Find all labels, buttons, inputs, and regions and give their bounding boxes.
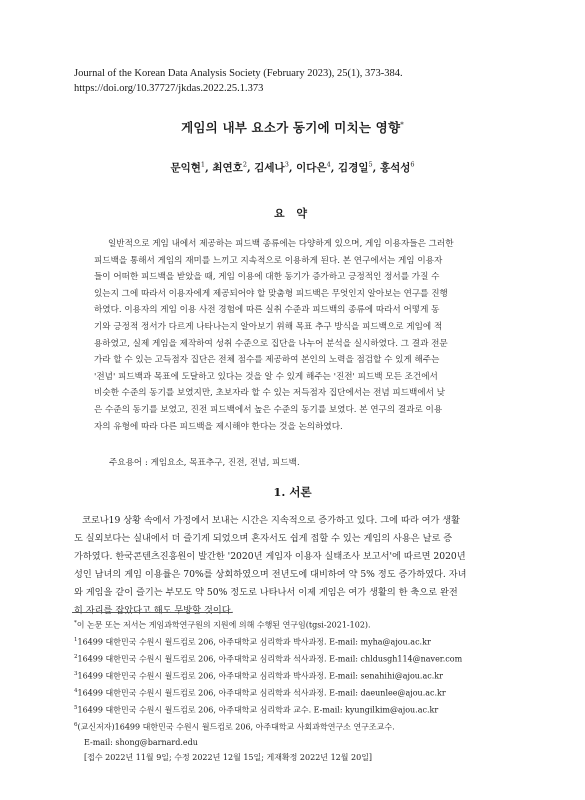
abstract-line: 자의 유형에 따라 다른 피드백을 제시해야 한다는 것을 논의하였다. [94, 421, 343, 432]
author-affiliation-mark: 2 [242, 160, 247, 169]
author [254, 162, 289, 174]
author-affiliation-mark: 6 [410, 160, 415, 169]
footnote [74, 616, 514, 633]
author-name: 김경일 [338, 162, 369, 174]
footnote [74, 650, 514, 667]
author-name: 홍석성 [379, 162, 411, 174]
footnote-text: 16499 대한민국 수원시 월드컵로 206, 아주대학교 심리학과 석사과정. E-mail: daeunlee@ajou.ac.kr [77, 688, 446, 698]
abstract-line: 비슷한 수준의 동기를 보였지만, 초보자라 할 수 있는 저득점자 집단에서는 전념 피드백에서 낮 [94, 388, 445, 399]
footnote-text: [접수 2022년 11월 9일; 수정 2022년 12월 15일; 게재확정 2022년 12월 20일] [84, 752, 373, 762]
abstract-line: 가라 할 수 있는 고득점자 집단은 전체 점수를 제공하여 본인의 노력을 점검할 수 있게 해주는 [94, 355, 440, 366]
footnote-text: E-mail: shong@barnard.edu [84, 737, 198, 747]
footnote-text: 16499 대한민국 수원시 월드컵로 206, 아주대학교 심리학과 박사과정. E-mail: myha@ajou.ac.kr [77, 637, 431, 647]
footnote-text: 16499 대한민국 수원시 월드컵로 206, 아주대학교 심리학과 박사과정. E-mail: senahihi@ajou.ac.kr [77, 671, 443, 681]
footnotes [74, 616, 514, 765]
footnote [74, 750, 514, 765]
footnote-text: 16499 대한민국 수원시 월드컵로 206, 아주대학교 심리학과 석사과정. E-mail: chldusgh114@naver.com [77, 654, 463, 664]
footnote [74, 735, 514, 750]
footnote-mark: 4 [74, 687, 78, 694]
footnote-mark: 3 [74, 670, 78, 677]
abstract-line: 있는지 그에 따라서 이용자에게 제공되어야 할 맞춤형 피드백은 무엇인지 알아보는 연구를 진행 [94, 288, 448, 299]
author [338, 162, 373, 174]
doi-link[interactable]: https://doi.org/10.37727/jkdas.2022.25.1.373 [74, 83, 264, 94]
journal-header [74, 66, 534, 96]
author [296, 162, 331, 174]
author-name: 김세나 [254, 162, 285, 174]
footnote-mark: 5 [74, 704, 78, 711]
section-heading-introduction: 1. 서론 [273, 485, 312, 499]
footnote-mark: * [74, 620, 77, 626]
paragraph-line: 가하였다. 한국콘텐츠진흥원이 발간한 '2020년 게임자 이용자 실태조사 보고서'에 따르면 2020년 [74, 551, 466, 562]
paragraph-line: 도 실외보다는 실내에서 더 즐기게 되었으며 혼자서도 쉽게 접할 수 있는 게임의 사용은 날로 증 [74, 533, 453, 544]
author-affiliation-mark: 4 [326, 160, 331, 169]
footnote [74, 701, 514, 718]
author [380, 162, 415, 174]
footnote-divider [72, 612, 232, 613]
author-affiliation-mark: 3 [284, 160, 289, 169]
footnote [74, 667, 514, 684]
abstract-line: 은 수준의 동기를 보였고, 진전 피드백에서 높은 수준의 동기를 보였다. 본 연구의 결과로 이용 [94, 404, 443, 415]
footnote [74, 633, 514, 650]
abstract-body [94, 236, 494, 435]
footnote-text: 16499 대한민국 수원시 월드컵로 206, 아주대학교 심리학과 교수. E-mail: kyungilkim@ajou.ac.kr [77, 705, 439, 715]
footnote [74, 684, 514, 701]
paragraph-line: 코로나19 상황 속에서 가정에서 보내는 시간은 지속적으로 증가하고 있다. 그에 따라 여가 생활 [82, 515, 461, 526]
abstract-line: 일반적으로 게임 내에서 제공하는 피드백 종류에는 다양하게 있으며, 게임 이용자들은 그러한 [108, 239, 454, 249]
author-name: 최연호 [212, 162, 243, 174]
footnote [74, 718, 514, 735]
paragraph-line: 히 자리를 잡았다고 해도 무방할 것이다. [74, 605, 234, 616]
abstract-line: 들이 어떠한 피드백을 받았을 때, 게임 이용에 대한 동기가 증가하고 긍정적인 정서를 가질 수 [94, 272, 440, 283]
footnote-mark: 2 [74, 653, 78, 660]
author [170, 162, 205, 174]
title-footnote-mark: * [400, 120, 404, 129]
footnote-text: (교신저자)16499 대한민국 수원시 월드컵로 206, 아주대학교 사회과학연구소 연구조교수. [77, 722, 395, 732]
abstract-line: '전념' 피드백과 목표에 도달하고 있다는 것을 알 수 있게 해주는 '진전' 피드백 모든 조건에서 [94, 371, 438, 382]
introduction-body [74, 512, 514, 620]
footnote-text: 이 논문 또는 저서는 게임과학연구원의 지원에 의해 수행된 연구임(tgsi-2021-102). [76, 620, 371, 630]
author-list: 문익현$^1$, 최연호$^2$, 김세나$^3$, 이다은$^4$, 김경일$^5$, 홍석성$^6$ [170, 160, 415, 174]
author [212, 162, 247, 174]
author-affiliation-mark: 5 [368, 160, 373, 169]
paper-title [0, 118, 585, 136]
abstract-line: 피드백을 통해서 게임의 재미를 느끼고 지속적으로 이용하게 된다. 본 연구에서는 게임 이용자 [94, 255, 443, 266]
paper-title-text: 게임의 내부 요소가 동기에 미치는 영향 [181, 120, 401, 135]
keywords: 주요용어 : 게임요소, 목표추구, 진전, 전념, 피드백. [109, 458, 300, 468]
paragraph-line: 성인 남녀의 게임 이용률은 70%를 상회하였으며 전년도에 대비하여 약 5% 정도 증가하였다. 자녀 [74, 569, 467, 580]
author-name: 이다은 [296, 162, 327, 174]
abstract-heading: 요 약 [273, 207, 312, 220]
abstract-line: 하였다. 이용자의 게임 이용 사전 경험에 따른 실취 수준과 피드백의 종류에 따라서 어떻게 동 [94, 305, 440, 316]
author-affiliation-mark: 1 [200, 160, 206, 169]
author-name: 문익현 [170, 162, 201, 174]
abstract-line: 용하였고, 실제 게임을 제작하여 성취 수준으로 집단을 나누어 분석을 실시하였다. 그 결과 전문 [94, 338, 448, 349]
footnote-mark: 6 [74, 721, 78, 728]
paragraph-line: 와 게임을 같이 즐기는 부모도 약 50% 정도로 나타나서 이제 게임은 여가 생활의 한 축으로 완전 [74, 587, 458, 598]
footnote-mark: 1 [74, 636, 78, 643]
abstract-line: 기와 긍정적 정서가 다르게 나타나는지 알아보기 위해 목표 추구 방식을 피드백으로 게임에 적 [94, 321, 443, 332]
journal-citation: Journal of the Korean Data Analysis Society (February 2023), 25(1), 373-384. [74, 68, 403, 79]
